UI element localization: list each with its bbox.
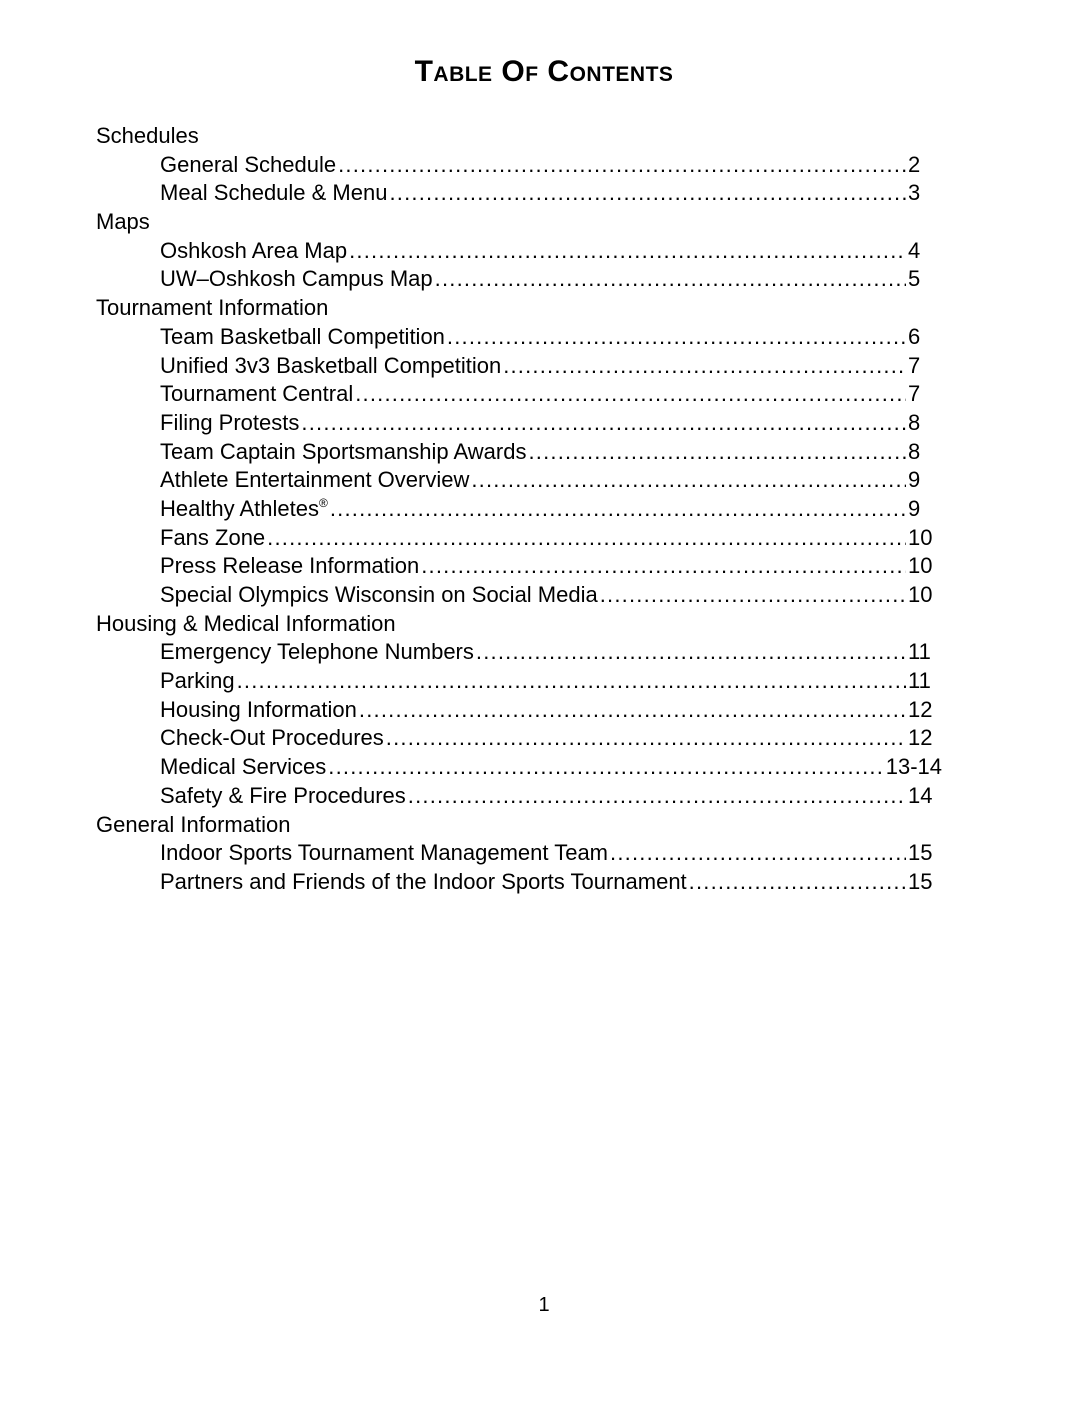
toc-entry-page: 5: [908, 266, 921, 292]
toc-entry-label: [160, 839, 608, 868]
toc-entry[interactable]: [96, 782, 942, 811]
toc-entry-label: [160, 151, 336, 180]
toc-entry-page: 2: [908, 151, 921, 177]
dot-leader: [355, 380, 906, 409]
toc-entry-label: [160, 438, 526, 467]
toc-entry-label: [160, 638, 474, 667]
toc-entry-page: 11: [908, 639, 931, 665]
toc-entry[interactable]: [96, 179, 942, 208]
toc-entry-label-text: Emergency Telephone Numbers: [160, 639, 474, 665]
toc-entry-label: [160, 323, 445, 352]
toc-entry-label: [160, 495, 328, 524]
dot-leader: [267, 524, 906, 553]
toc-entry-label: [160, 352, 501, 381]
toc-entry[interactable]: [96, 638, 942, 667]
toc-entry-label-text: Check-Out Procedures: [160, 725, 384, 751]
toc-entry-label-text: Tournament Central: [160, 381, 354, 407]
toc-entry-page: 3: [908, 180, 921, 206]
dot-leader: [338, 151, 906, 180]
toc-entry-page: 10: [908, 582, 933, 607]
toc-entry-label: [160, 466, 469, 495]
toc-entry-label-text: Partners and Friends of the Indoor Sports Tournament: [160, 868, 687, 894]
dot-leader: [503, 352, 906, 381]
toc-section-heading[interactable]: Schedules: [96, 123, 199, 148]
toc-entry-label: [160, 237, 347, 266]
toc-entry[interactable]: [96, 581, 942, 610]
toc-entry[interactable]: [96, 667, 942, 696]
toc-entry-label-text: Press Release Information: [160, 553, 420, 579]
dot-leader: [359, 696, 906, 725]
toc-entry-label-text: Parking: [160, 668, 235, 694]
dot-leader: [447, 323, 906, 352]
toc-entry-label: [160, 667, 235, 696]
toc-entry-page: 10: [908, 524, 933, 550]
dot-leader: [237, 667, 906, 696]
toc-entry[interactable]: [96, 495, 942, 524]
toc-entry[interactable]: [96, 237, 942, 266]
toc-entry-label-text: Filing Protests: [160, 409, 300, 435]
toc-entry-label: [160, 581, 598, 610]
toc-entry-label: [160, 409, 299, 438]
dot-leader: [421, 552, 906, 581]
toc-entry[interactable]: [96, 466, 942, 495]
toc-entry[interactable]: [96, 151, 942, 180]
toc-entry-label: [160, 753, 326, 782]
toc-entry-label: [160, 552, 419, 581]
toc-entry[interactable]: [96, 552, 942, 581]
toc-section-heading[interactable]: Tournament Information: [96, 295, 329, 321]
toc-entry[interactable]: [96, 438, 942, 467]
dot-leader: [301, 409, 906, 438]
toc-entry[interactable]: [96, 380, 942, 409]
dot-leader: [349, 237, 906, 266]
toc-entry[interactable]: [96, 352, 942, 381]
registered-trademark-symbol: ®: [318, 495, 328, 510]
toc-entry-label-text: UW–Oshkosh Campus Map: [160, 266, 433, 292]
toc-entry-page: 7: [908, 381, 921, 407]
toc-entry-page: 11: [908, 668, 931, 694]
page-number: 1: [538, 1294, 550, 1316]
toc-entry-label: [160, 696, 357, 725]
toc-entry-label-text: Oshkosh Area Map: [160, 237, 348, 263]
toc-entry-page: 6: [908, 323, 921, 349]
dot-leader: [610, 839, 906, 868]
page-title: Table Of Contents: [414, 55, 674, 88]
toc-entry-label: [160, 380, 353, 409]
toc-entry-label-text: General Schedule: [160, 151, 337, 177]
toc-entry-label-text: Meal Schedule & Menu: [160, 180, 388, 206]
toc-entry[interactable]: [96, 839, 942, 868]
toc-entry-label-text: Housing Information: [160, 696, 357, 722]
toc-entry-label-text: Special Olympics Wisconsin on Social Media: [160, 582, 598, 607]
toc-entry[interactable]: [96, 409, 942, 438]
toc-entry-label-text: Fans Zone: [160, 524, 266, 550]
toc-entry-page: 12: [908, 696, 933, 722]
toc-entry-label: [160, 265, 433, 294]
toc-entry-page: 8: [908, 409, 921, 435]
toc-entry-label-text: Healthy Athletes: [160, 495, 319, 521]
toc-entry-page: 14: [908, 782, 933, 808]
toc-entry-label-text: Team Basketball Competition: [160, 323, 445, 349]
dot-leader: [528, 438, 906, 467]
dot-leader: [408, 782, 906, 811]
toc-entry-page: 15: [908, 868, 933, 894]
dot-leader: [600, 581, 906, 610]
dot-leader: [689, 868, 906, 897]
toc-entry-label: [160, 868, 687, 897]
toc-entry[interactable]: [96, 524, 942, 553]
toc-entry-page: 10: [908, 553, 933, 579]
toc-entry-page: 13-14: [885, 754, 942, 780]
toc-entry-page: 12: [908, 725, 933, 751]
toc-entry[interactable]: [96, 696, 942, 725]
toc-entry-page: 8: [908, 438, 921, 464]
toc-entry-label: [160, 524, 265, 553]
dot-leader: [435, 265, 906, 294]
toc-entry-label-text: Team Captain Sportsmanship Awards: [160, 438, 527, 464]
toc-entry[interactable]: [96, 868, 942, 897]
toc-entry-label-text: Unified 3v3 Basketball Competition: [160, 352, 502, 378]
toc-entry[interactable]: [96, 323, 942, 352]
toc-entry[interactable]: [96, 724, 942, 753]
dot-leader: [471, 466, 906, 495]
toc-entry-page: 15: [908, 840, 933, 866]
dot-leader: [328, 753, 883, 782]
dot-leader: [476, 638, 906, 667]
toc-entry-label-text: Safety & Fire Procedures: [160, 782, 406, 808]
toc-entry-label: [160, 782, 406, 811]
dot-leader: [386, 724, 906, 753]
toc-entry-page: 4: [908, 237, 921, 263]
toc-section-heading[interactable]: Maps: [96, 209, 150, 235]
toc-entry-label-text: Indoor Sports Tournament Management Team: [160, 840, 609, 866]
toc-entry[interactable]: [96, 753, 942, 782]
toc-entry-label-text: Medical Services: [160, 754, 327, 780]
toc-entry-page: 9: [908, 495, 921, 521]
toc-entry-page: 9: [908, 467, 921, 493]
table-of-contents: [96, 122, 996, 897]
dot-leader: [389, 179, 906, 208]
toc-entry-label: [160, 724, 384, 753]
toc-entry-label: [160, 179, 387, 208]
toc-entry-page: 7: [908, 352, 921, 378]
toc-section-heading[interactable]: Housing & Medical Information: [96, 610, 396, 636]
toc-section-heading[interactable]: General Information: [96, 811, 291, 837]
toc-entry[interactable]: [96, 265, 942, 294]
dot-leader: [330, 495, 906, 524]
toc-entry-label-text: Athlete Entertainment Overview: [160, 467, 470, 493]
